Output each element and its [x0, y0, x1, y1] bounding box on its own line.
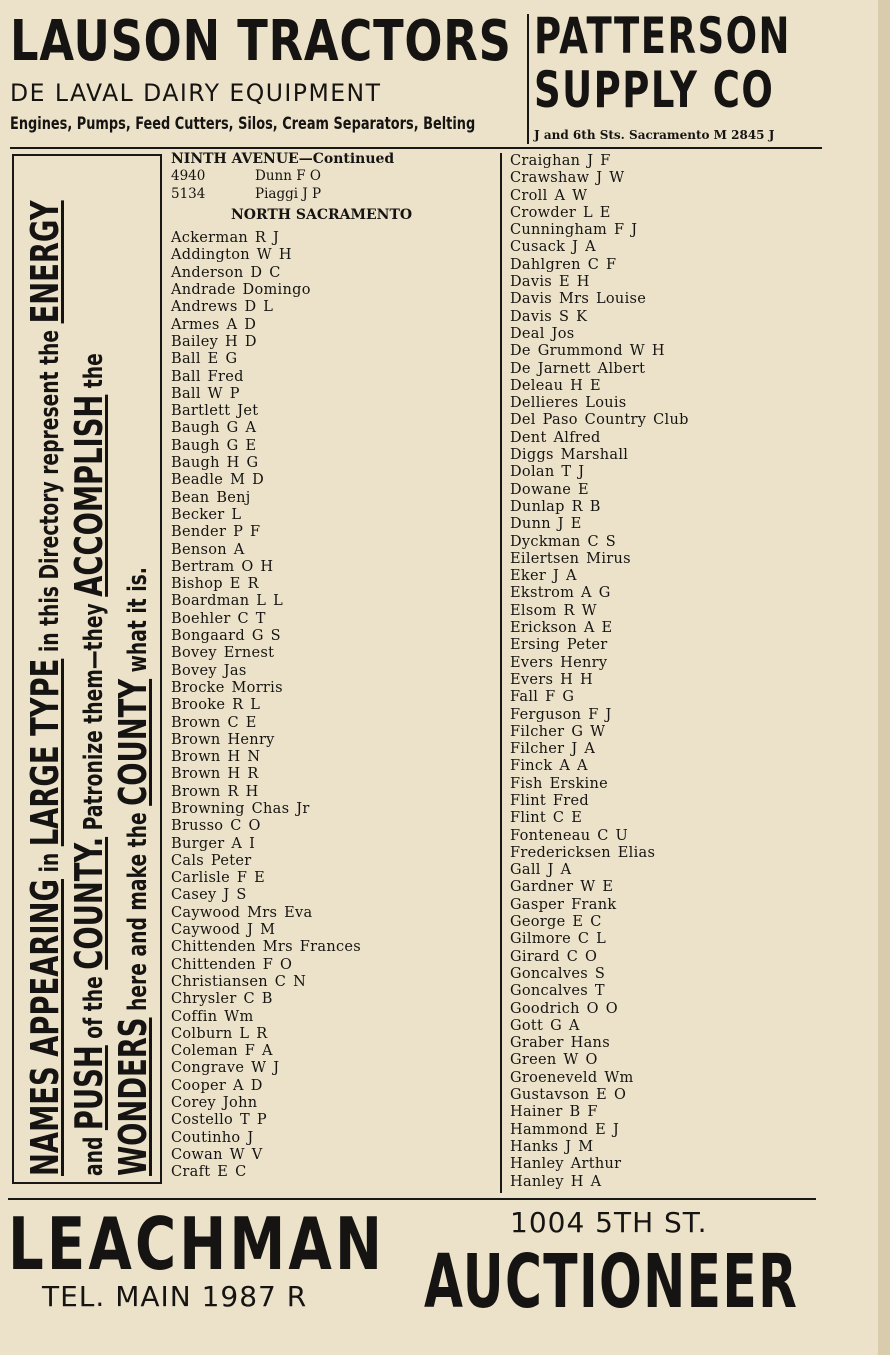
- listing-entry: Benson A: [171, 541, 245, 558]
- footer-ad-right: [424, 1206, 824, 1325]
- listing-entry: Green W O: [510, 1052, 598, 1069]
- side-ad-the: the: [79, 353, 109, 395]
- listing-entry: Colburn L R: [171, 1025, 268, 1042]
- listing-entry: Craft E C: [171, 1164, 247, 1181]
- listing-entry: Becker L: [171, 506, 242, 523]
- listing-entry: Bender P F: [171, 524, 261, 541]
- side-ad-accomplish: ACCOMPLISH: [67, 394, 111, 597]
- listing-entry: Craighan J F: [510, 153, 611, 169]
- resident-name: Piaggi J P: [255, 185, 322, 202]
- listing-entry: Gustavson E O: [510, 1087, 627, 1104]
- listing-entry: Browning Chas Jr: [171, 800, 310, 817]
- listing-entry: Davis E H: [510, 274, 590, 291]
- listing-entry: Cowan W V: [171, 1146, 263, 1163]
- side-ad-county: COUNTY.: [67, 836, 111, 970]
- header-ad-right: [534, 7, 834, 142]
- listing-entry: Ball W P: [171, 385, 240, 402]
- listing-entry: Addington W H: [171, 247, 292, 264]
- listing-entry: Casey J S: [171, 887, 247, 904]
- listing-entry: Gasper Frank: [510, 896, 617, 913]
- listing-entry: Ferguson F J: [510, 706, 612, 723]
- listing-entry: Elsom R W: [510, 602, 597, 619]
- listing-entry: De Jarnett Albert: [510, 360, 646, 377]
- listing-entry: Ball E G: [171, 351, 238, 368]
- listing-entry: Goodrich O O: [510, 1000, 618, 1017]
- listing-entry: Chittenden F O: [171, 956, 293, 973]
- listing-entry: Dellieres Louis: [510, 395, 627, 412]
- listing-entry: Carlisle F E: [171, 870, 266, 887]
- listing-entry: Deleau H E: [510, 377, 601, 394]
- resident-name: Dunn F O: [255, 168, 321, 185]
- listing-entry: Dyckman C S: [510, 533, 617, 550]
- patterson-address: J and 6th Sts. Sacramento M 2845 J: [534, 128, 775, 142]
- listing-column-left: [171, 151, 412, 1182]
- listing-entry: Eker J A: [510, 568, 577, 585]
- header-ad-left: [10, 10, 522, 136]
- leachman-title: LEACHMAN: [8, 1202, 386, 1286]
- listing-entry: Finck A A: [510, 758, 588, 775]
- side-ad-line-3: [111, 449, 155, 1176]
- listing-entries-left: [171, 230, 412, 1181]
- listing-entry: Gall J A: [510, 862, 572, 879]
- listing-entry: Eilertsen Mirus: [510, 550, 631, 567]
- listing-entry: Fredericksen Elias: [510, 844, 656, 861]
- listing-entry: Bertram O H: [171, 558, 274, 575]
- listing-entry: Gilmore C L: [510, 931, 607, 948]
- listing-entry: Costello T P: [171, 1112, 267, 1129]
- listing-entry: Fish Erskine: [510, 775, 608, 792]
- page-edge: [878, 0, 890, 1355]
- listing-entry: Chittenden Mrs Frances: [171, 939, 362, 956]
- listing-entries-right: [510, 153, 689, 1191]
- listing-entry: Ersing Peter: [510, 637, 608, 654]
- listing-entry: Hammond E J: [510, 1121, 620, 1138]
- listing-entry: Goncalves S: [510, 965, 606, 982]
- listing-entry: Coffin Wm: [171, 1008, 254, 1025]
- side-ad-line-2: [67, 353, 111, 1176]
- header-divider-vertical: [527, 14, 529, 144]
- listing-entry: Dent Alfred: [510, 429, 601, 446]
- auctioneer-address: 1004 5TH ST.: [510, 1206, 708, 1239]
- listing-entry: Gott G A: [510, 1017, 580, 1034]
- side-ad-push: PUSH: [67, 1045, 111, 1131]
- listing-entry: Baugh G E: [171, 437, 257, 454]
- listing-entry: Beadle M D: [171, 472, 265, 489]
- side-ad-text: [23, 166, 155, 1176]
- continued-header: NINTH AVENUE—Continued: [171, 151, 395, 167]
- section-title: NORTH SACRAMENTO: [231, 206, 413, 223]
- listing-entry: Evers Henry: [510, 654, 608, 671]
- listing-entry: Filcher J A: [510, 741, 596, 758]
- side-ad-line3-mid: here and make the: [123, 805, 153, 1018]
- house-number: 4940: [171, 168, 206, 185]
- listing-entry: Del Paso Country Club: [510, 412, 689, 429]
- listing-entry: Hanley H A: [510, 1173, 602, 1190]
- listing-entry: Graber Hans: [510, 1035, 610, 1052]
- listing-entry: Congrave W J: [171, 1060, 280, 1077]
- listing-entry: Brown H R: [171, 766, 259, 783]
- side-ad-line-1: [23, 200, 67, 1176]
- listing-entry: Dahlgren C F: [510, 256, 617, 273]
- listing-entry: Davis Mrs Louise: [510, 291, 647, 308]
- listing-entry: Caywood Mrs Eva: [171, 904, 313, 921]
- listing-entry: Coleman F A: [171, 1043, 273, 1060]
- address-row: [171, 186, 412, 203]
- listing-entry: Hanks J M: [510, 1138, 594, 1155]
- footer-ad-left: [8, 1202, 492, 1313]
- listing-entry: Christiansen C N: [171, 973, 307, 990]
- listing-entry: Ball Fred: [171, 368, 244, 385]
- listing-entry: Croll A W: [510, 187, 588, 204]
- listing-entry: Andrews D L: [171, 299, 274, 316]
- listing-entry: Davis S K: [510, 308, 588, 325]
- listing-entry: Anderson D C: [171, 264, 281, 281]
- listing-entry: Bishop E R: [171, 576, 259, 593]
- listing-entry: Dolan T J: [510, 464, 585, 481]
- listing-entry: Brocke Morris: [171, 679, 283, 696]
- listing-entry: Brown H N: [171, 749, 261, 766]
- listing-entry: Brown Henry: [171, 731, 275, 748]
- side-ad-names-appearing: NAMES APPEARING: [23, 879, 67, 1176]
- listing-entry: Bovey Ernest: [171, 645, 275, 662]
- listing-entry: Boehler C T: [171, 610, 266, 627]
- address-row: [171, 168, 412, 185]
- side-ad-wonders: WONDERS: [111, 1017, 155, 1176]
- patterson-title: PATTERSON: [534, 7, 791, 65]
- listing-entry: Flint C E: [510, 810, 583, 827]
- auctioneer-title: AUCTIONEER: [424, 1239, 799, 1325]
- listing-entry: Diggs Marshall: [510, 447, 629, 464]
- listing-entry: Gardner W E: [510, 879, 614, 896]
- listing-entry: Filcher G W: [510, 723, 606, 740]
- listing-entry: De Grummond W H: [510, 343, 665, 360]
- listing-entry: Fall F G: [510, 689, 575, 706]
- side-ad-line3-rest: what it is.: [123, 567, 153, 679]
- listing-entry: Fonteneau C U: [510, 827, 629, 844]
- listing-entry: Bean Benj: [171, 489, 251, 506]
- footer-rule: [8, 1198, 816, 1200]
- listing-entry: Burger A I: [171, 835, 256, 852]
- listing-entry: Baugh H G: [171, 455, 259, 472]
- listing-entry: Goncalves T: [510, 983, 605, 1000]
- supply-co-title: SUPPLY CO: [534, 61, 775, 119]
- listing-entry: Bovey Jas: [171, 662, 247, 679]
- listing-entry: Cusack J A: [510, 239, 596, 256]
- side-ad-in: in: [35, 846, 65, 880]
- side-advertisement: [12, 154, 162, 1184]
- listing-entry: Erickson A E: [510, 620, 613, 637]
- house-number: 5134: [171, 185, 206, 202]
- listing-entry: Bongaard G S: [171, 628, 281, 645]
- lauson-tractors-title: LAUSON TRACTORS: [10, 9, 512, 74]
- listing-entry: Bailey H D: [171, 333, 257, 350]
- side-ad-county-2: COUNTY: [111, 678, 155, 806]
- side-ad-line2-rest: Patronize them—they: [79, 596, 109, 837]
- listing-entry: Girard C O: [510, 948, 598, 965]
- listing-entry: Brusso C O: [171, 818, 261, 835]
- de-laval-subtitle: DE LAVAL DAIRY EQUIPMENT: [10, 79, 382, 107]
- listing-entry: Dunn J E: [510, 516, 582, 533]
- listing-entry: Ekstrom A G: [510, 585, 611, 602]
- listing-entry: Crowder L E: [510, 204, 611, 221]
- listing-entry: Corey John: [171, 1095, 258, 1112]
- listing-entry: Brooke R L: [171, 697, 261, 714]
- listing-entry: Hainer B F: [510, 1104, 598, 1121]
- listing-entry: Brown R H: [171, 783, 259, 800]
- listing-entry: Coutinho J: [171, 1129, 254, 1146]
- listing-column-right: [510, 153, 689, 1191]
- listing-entry: Ackerman R J: [171, 230, 280, 247]
- listing-entry: Deal Jos: [510, 325, 575, 342]
- side-ad-and: and: [79, 1130, 109, 1176]
- listing-entry: Dunlap R B: [510, 498, 601, 515]
- listing-entry: Bartlett Jet: [171, 403, 259, 420]
- listing-entry: Dowane E: [510, 481, 589, 498]
- listing-entry: Evers H H: [510, 671, 593, 688]
- listing-entry: Baugh G A: [171, 420, 257, 437]
- column-divider: [500, 153, 502, 1193]
- listing-entry: Boardman L L: [171, 593, 284, 610]
- header-rule: [10, 147, 822, 149]
- listing-entry: Cooper A D: [171, 1077, 263, 1094]
- listing-entry: Chrysler C B: [171, 991, 273, 1008]
- listing-entry: Cals Peter: [171, 852, 252, 869]
- side-ad-energy: ENERGY: [23, 200, 67, 324]
- side-ad-line1-rest: in this Directory represent the: [35, 323, 65, 659]
- listing-entry: Flint Fred: [510, 792, 589, 809]
- side-ad-of-the: of the: [79, 969, 109, 1046]
- products-line: Engines, Pumps, Feed Cutters, Silos, Cream Separators, Belting: [10, 114, 476, 134]
- leachman-telephone: TEL. MAIN 1987 R: [42, 1280, 308, 1313]
- listing-entry: Hanley Arthur: [510, 1156, 622, 1173]
- listing-entry: George E C: [510, 914, 602, 931]
- listing-entry: Crawshaw J W: [510, 170, 625, 187]
- listing-entry: Groeneveld Wm: [510, 1069, 634, 1086]
- listing-entry: Andrade Domingo: [171, 282, 311, 299]
- listing-entry: Caywood J M: [171, 922, 276, 939]
- side-ad-large-type: LARGE TYPE: [23, 658, 67, 847]
- listing-entry: Brown C E: [171, 714, 257, 731]
- listing-entry: Armes A D: [171, 316, 257, 333]
- listing-entry: Cunningham F J: [510, 222, 638, 239]
